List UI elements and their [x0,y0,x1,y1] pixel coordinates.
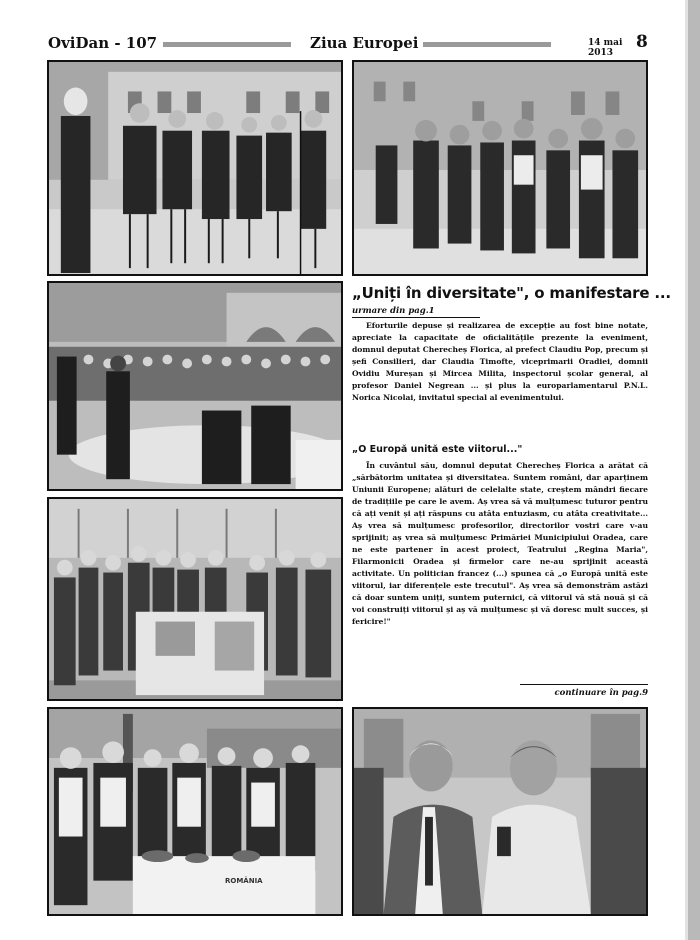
issue-date: 14 mai 2013 [588,38,623,58]
continued-to-rule [520,684,648,685]
page-number: 8 [636,32,648,52]
article [352,284,671,704]
article-paragraph: Eforturile depuse și realizarea de excepție au fost bine notate, apreciate la capacitate de oficialitățile prezente la eveniment, domnul deputat Cherecheș Florica, al prefect Claudiu Pop, precum și șefi Consilieri, dar Claudia Timofte, viceprimarii Oradiei, domnii Ovidiu Mureșan și Mircea Milita, inspectorul școlar general, al profesor Daniel Negrean ... și plus la europarlamentarul P.N.L. Norica Nicolai, invitatul special al evenimentului. [352,321,648,402]
header-divider-right [423,42,551,47]
article-paragraph-quote: În cuvântul său, domnul deputat Cherecheș Florica a arătat că „sărbătorim unitatea și diversitatea. Suntem români, dar aparținem Uniunii Europene; alături de celelalte state, creștem mândri fiecare de tradițiile pe care le avem. Aș vrea să vă mulțumesc tuturor pentru că ați venit și ați răspuns cu atâta entuziasm, cu atâta creativitate... Aș vrea să mulțumesc profesorilor, directorilor vostri care v-au sprijinit; aș vrea să mulțumesc Primăriei Municipiului Oradea, care ne este partener în acest proiect, Teatrului „Regina Maria", Filarmonicii Oradea și firmelor care ne-au sprijinit această activitate. Un politician francez (...) spunea că „o Europă unită este viitorul, iar diferențele este trecutul". Aș vrea să demonstrăm astăzi că doar suntem uniți, suntem puternici, că viitorul vă stă nouă și că voi construiți viitorul și aș vă mulțumesc și vă doresc mult succes, și fericire!" [352,461,648,626]
photo-exhibition-stand [47,497,343,701]
photo-folk-dancer-orchestra [47,281,343,491]
publication-name: OviDan - 107 [48,34,158,52]
sign-romania: ROMÂNIA [225,877,263,885]
section-title: Ziua Europei [310,34,419,52]
continued-from: urmare din pag.1 [352,306,435,316]
page-header [48,32,648,58]
photo-folk-costumes-table [47,707,343,916]
photo-girls-street [352,60,648,276]
header-divider-left [163,42,291,47]
article-subtitle: „O Europă unită este viitorul..." [352,444,523,455]
continued-from-rule [352,317,480,318]
photo-two-men-portrait [352,707,648,916]
continued-to: continuare în pag.9 [554,688,648,698]
scan-edge-shadow [688,0,700,940]
article-title: „Uniți în diversitate", o manifestare ... [352,284,671,302]
photo-choir-singers [47,60,343,276]
